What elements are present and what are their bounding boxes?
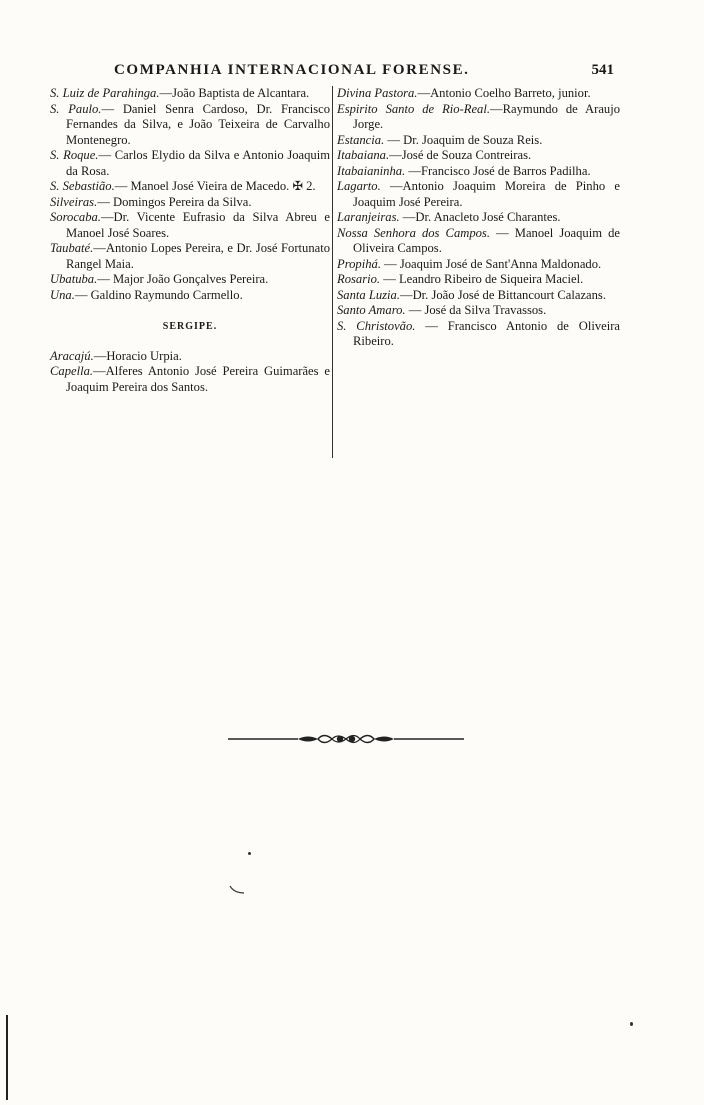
left-entries-sao-paulo: [50, 86, 330, 303]
entry-place-name: S. Christovão.: [337, 318, 416, 333]
directory-entry: [50, 179, 330, 195]
directory-entry: [50, 364, 330, 395]
directory-entry: [337, 148, 620, 164]
entry-names: —Francisco José de Barros Padilha.: [405, 163, 591, 178]
entry-names: —Dr. Anacleto José Charantes.: [399, 210, 561, 224]
ink-speck: [248, 852, 251, 855]
directory-entry: [50, 148, 330, 179]
entry-place-name: Santa Luzia.: [337, 287, 400, 302]
directory-entry: [50, 210, 330, 241]
directory-entry: [337, 272, 620, 288]
directory-entry: [337, 179, 620, 210]
entry-names: —Horacio Urpia.: [93, 348, 182, 363]
entry-names: — Joaquim José de Sant'Anna Maldonado.: [380, 256, 602, 271]
entry-names: — Leandro Ribeiro de Siqueira Maciel.: [380, 272, 584, 286]
entry-names: — Carlos Elydio da Silva e Antonio Joaquim da Rosa.: [66, 148, 330, 178]
entry-names: — Manoel Joaquim de Oliveira Campos.: [353, 225, 620, 255]
entry-names: —Raymundo de Araujo Jorge.: [353, 101, 621, 131]
directory-entry: [337, 133, 620, 149]
entry-place-name: Propihá.: [337, 256, 381, 271]
directory-entry: [337, 164, 620, 180]
entry-place-name: Sorocaba.: [50, 210, 101, 224]
directory-entry: [50, 195, 330, 211]
ornament-divider: [228, 732, 464, 746]
entry-names: — Daniel Senra Cardoso, Dr. Francisco Fernandes da Silva, e João Teixeira de Carvalho Montenegro.: [66, 101, 330, 147]
entry-names: —Antonio Lopes Pereira, e Dr. José Fortunato Rangel Maia.: [66, 241, 330, 271]
directory-entry: [50, 272, 330, 288]
left-entries-sergipe: [50, 349, 330, 396]
right-entries-sergipe: [337, 86, 620, 350]
entry-place-name: S. Roque.: [50, 148, 99, 162]
directory-entry: [337, 102, 620, 133]
entry-names: —João Baptista de Alcantara.: [159, 86, 310, 100]
entry-place-name: Rosario.: [337, 272, 381, 286]
entry-names: — Galdino Raymundo Carmello.: [74, 287, 243, 302]
entry-place-name: S. Luiz de Parahinga.: [50, 86, 160, 100]
entry-names: — Francisco Antonio de Oliveira Ribeiro.: [353, 318, 620, 348]
entry-place-name: Nossa Senhora dos Campos.: [337, 225, 490, 240]
column-divider: [332, 86, 333, 458]
running-header: [50, 60, 616, 82]
entry-names: — Major João Gonçalves Pereira.: [97, 272, 269, 286]
entry-place-name: S. Sebastião.: [50, 179, 115, 193]
entry-names: —José de Souza Contreiras.: [389, 148, 532, 162]
directory-entry: [337, 303, 620, 319]
entry-place-name: Santo Amaro.: [337, 303, 406, 317]
directory-entry: [50, 86, 330, 102]
directory-entry: [50, 349, 330, 365]
entry-names: — Dr. Joaquim de Souza Reis.: [384, 132, 543, 147]
page-edge-shadow: [6, 1015, 8, 1100]
right-column: [337, 86, 620, 350]
entry-names: —Alferes Antonio José Pereira Guimarães e Joaquim Pereira dos Santos.: [66, 364, 330, 394]
directory-entry: [337, 210, 620, 226]
directory-entry: [337, 319, 620, 350]
entry-place-name: Estancia.: [337, 132, 385, 147]
ink-mark: [228, 884, 248, 896]
entry-names: —Dr. Vicente Eufrasio da Silva Abreu e Manoel José Soares.: [66, 210, 330, 240]
left-column: [50, 86, 330, 395]
entry-place-name: S. Paulo.: [50, 101, 102, 116]
directory-entry: [50, 102, 330, 149]
ink-speck: [630, 1022, 633, 1026]
header-title: COMPANHIA INTERNACIONAL FORENSE.: [114, 62, 470, 78]
entry-names: — José da Silva Travassos.: [405, 303, 547, 317]
entry-names: — Domingos Pereira da Silva.: [97, 194, 252, 209]
entry-place-name: Lagarto.: [337, 179, 381, 193]
entry-place-name: Capella.: [50, 364, 94, 378]
directory-entry: [50, 241, 330, 272]
entry-place-name: Divina Pastora.: [337, 86, 418, 100]
entry-place-name: Aracajú.: [50, 348, 94, 363]
directory-entry: [337, 86, 620, 102]
entry-place-name: Itabaianinha.: [337, 163, 406, 178]
entry-names: — Manoel José Vieira de Macedo. ✠ 2.: [114, 179, 316, 193]
directory-entry: [337, 288, 620, 304]
entry-place-name: Una.: [50, 287, 75, 302]
entry-place-name: Taubaté.: [50, 241, 94, 255]
page-number: 541: [591, 62, 614, 78]
directory-entry: [337, 226, 620, 257]
entry-place-name: Silveiras.: [50, 194, 98, 209]
entry-names: —Dr. João José de Bittancourt Calazans.: [399, 287, 606, 302]
directory-entry: [337, 257, 620, 273]
entry-names: —Antonio Joaquim Moreira de Pinho e Joaquim José Pereira.: [353, 179, 620, 209]
directory-entry: [50, 288, 330, 304]
entry-place-name: Laranjeiras.: [337, 210, 400, 224]
section-heading-sergipe: SERGIPE.: [162, 321, 218, 332]
entry-place-name: Itabaiana.: [337, 148, 390, 162]
entry-place-name: Espirito Santo de Rio-Real.: [337, 101, 491, 116]
entry-place-name: Ubatuba.: [50, 272, 98, 286]
entry-names: —Antonio Coelho Barreto, junior.: [417, 86, 591, 100]
